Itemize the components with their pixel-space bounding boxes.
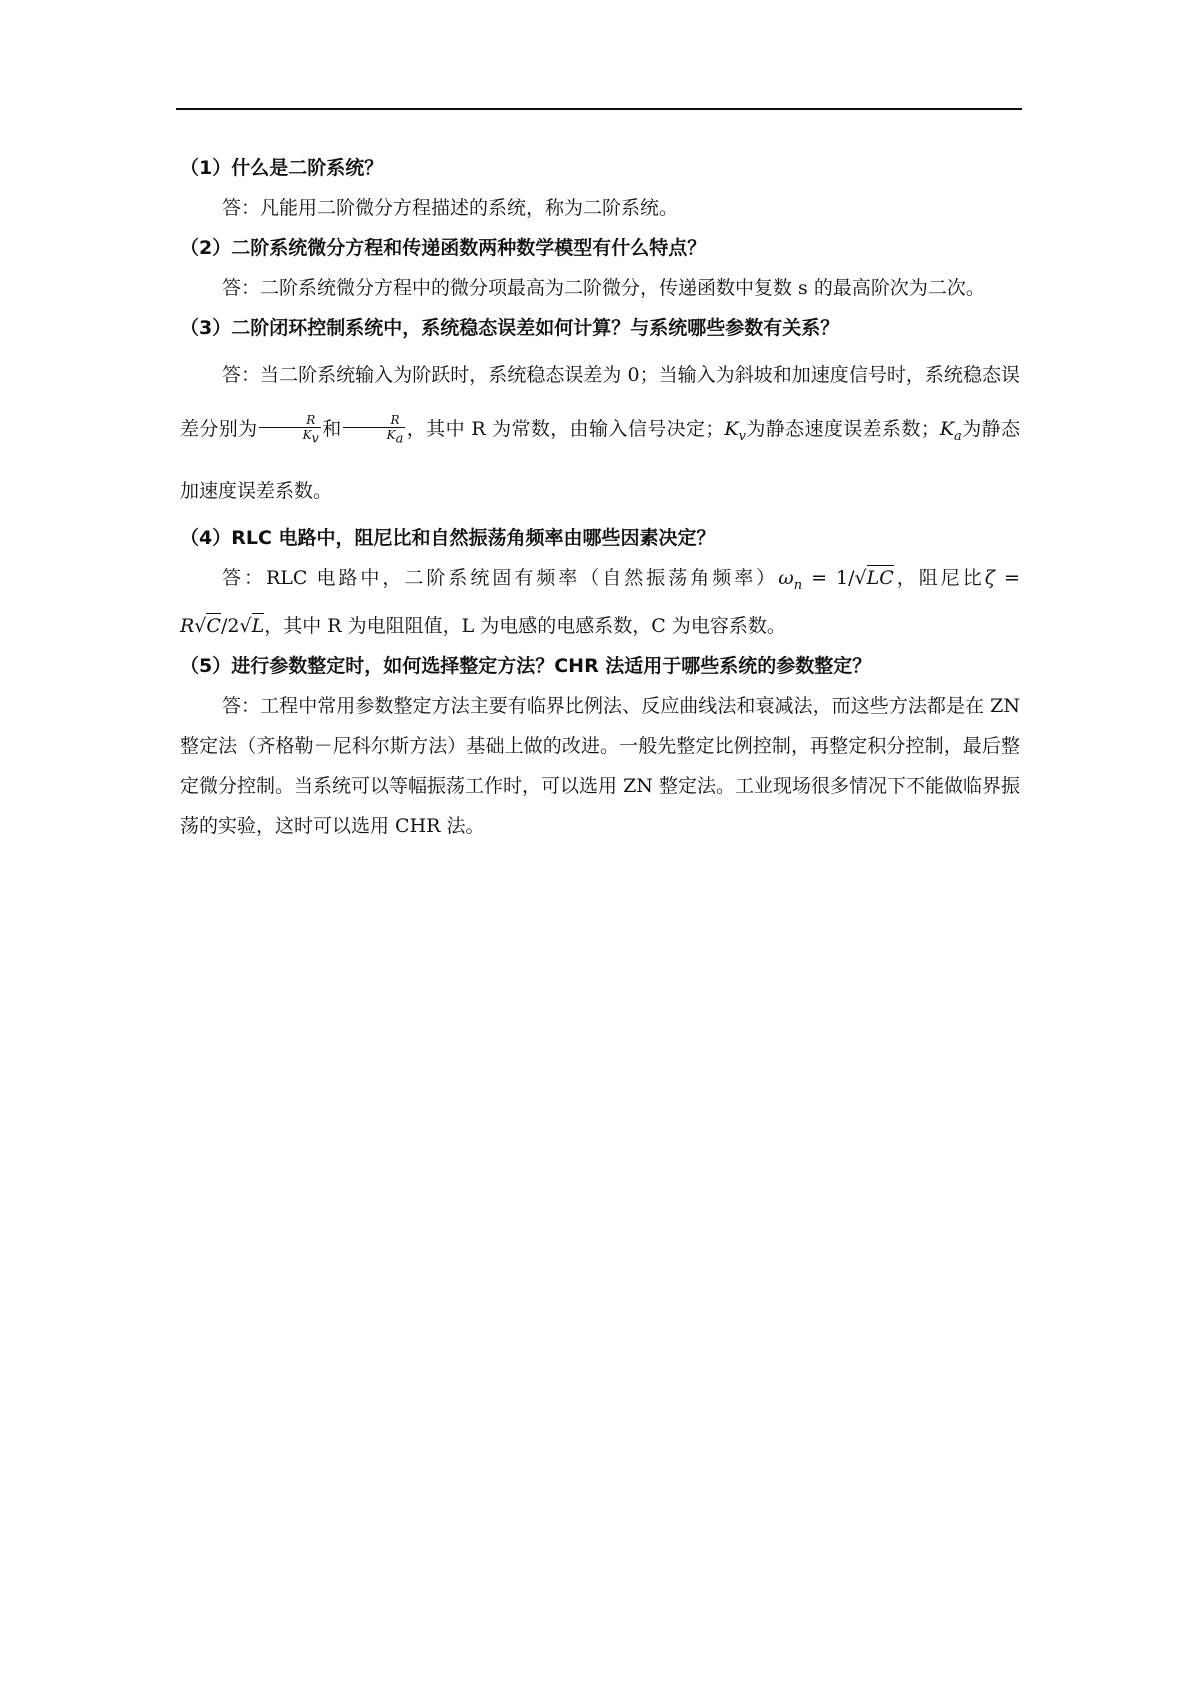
radicand-l: L [251, 614, 265, 637]
answer-2: 答：二阶系统微分方程中的微分项最高为二阶微分，传递函数中复数 s 的最高阶次为二次。 [222, 277, 985, 299]
answer-4-text-1: 答：RLC 电路中，二阶系统固有频率（自然振荡角频率） [222, 566, 779, 589]
radicand-c: C [206, 614, 221, 637]
answer-3-and: 和 [321, 418, 342, 440]
answer-4 [180, 558, 1020, 646]
answer-4-text-2: ，阻尼比 [893, 566, 985, 589]
symbol-kv: $K_v$ [724, 418, 746, 444]
answer-1: 答：凡能用二阶微分方程描述的系统，称为二阶系统。 [222, 197, 679, 219]
answer-3-text-3: 为静态速度误差系数； [745, 418, 940, 440]
question-3: （3）二阶闭环控制系统中，系统稳态误差如何计算？与系统哪些参数有关系？ [180, 317, 840, 339]
answer-3 [180, 348, 1020, 518]
formula-omega: = 1/√ [802, 566, 867, 589]
formula-zeta-div: /2√ [220, 614, 252, 637]
fraction-r-over-kv [259, 413, 321, 446]
answer-3-text-1: 答：当二阶系统输入为阶跃时，系统稳态误差为 0；当输入为斜坡和加速度信号时，系统稳态误差分别为 [180, 364, 1020, 440]
answer-3-text-4: 为静态加速度误差系数。 [180, 418, 1020, 502]
answer-3-text-2: ，其中 R 为常数，由输入信号决定； [406, 418, 725, 440]
answer-4-text-3: ，其中 R 为电阻阻值，L 为电感的电感系数，C 为电容系数。 [264, 614, 786, 637]
symbol-ka: $K_a$ [939, 418, 962, 444]
header-rule [176, 108, 1022, 110]
document-body [180, 148, 1020, 846]
question-2: （2）二阶系统微分方程和传递函数两种数学模型有什么特点？ [180, 237, 707, 259]
fraction-denominator: $K_a$ [386, 428, 404, 447]
fraction-denominator: $K_v$ [302, 428, 319, 447]
symbol-omega-n: $\omega_n$ [778, 566, 803, 593]
formula-zeta: ζ = R√ [180, 566, 1020, 637]
answer-5: 答：工程中常用参数整定方法主要有临界比例法、反应曲线法和衰减法，而这些方法都是在 ZN 整定法（齐格勒－尼科尔斯方法）基础上做的改进。一般先整定比例控制，再整定积分控制，最后整定微分控制。当系统可以等幅振荡工作时，可以选用 ZN 整定法。工业现场很多情况下不能做临界振荡的实验，这时可以选用 CHR 法。 [180, 694, 1020, 837]
question-4: （4）RLC 电路中，阻尼比和自然振荡角频率由哪些因素决定？ [180, 526, 716, 549]
fraction-numerator: R [259, 413, 321, 428]
fraction-r-over-ka [343, 413, 406, 446]
radicand-lc: LC [866, 566, 894, 589]
fraction-numerator: R [343, 413, 406, 428]
question-1: （1）什么是二阶系统？ [180, 157, 384, 179]
question-5: （5）进行参数整定时，如何选择整定方法？CHR 法适用于哪些系统的参数整定？ [180, 654, 872, 677]
